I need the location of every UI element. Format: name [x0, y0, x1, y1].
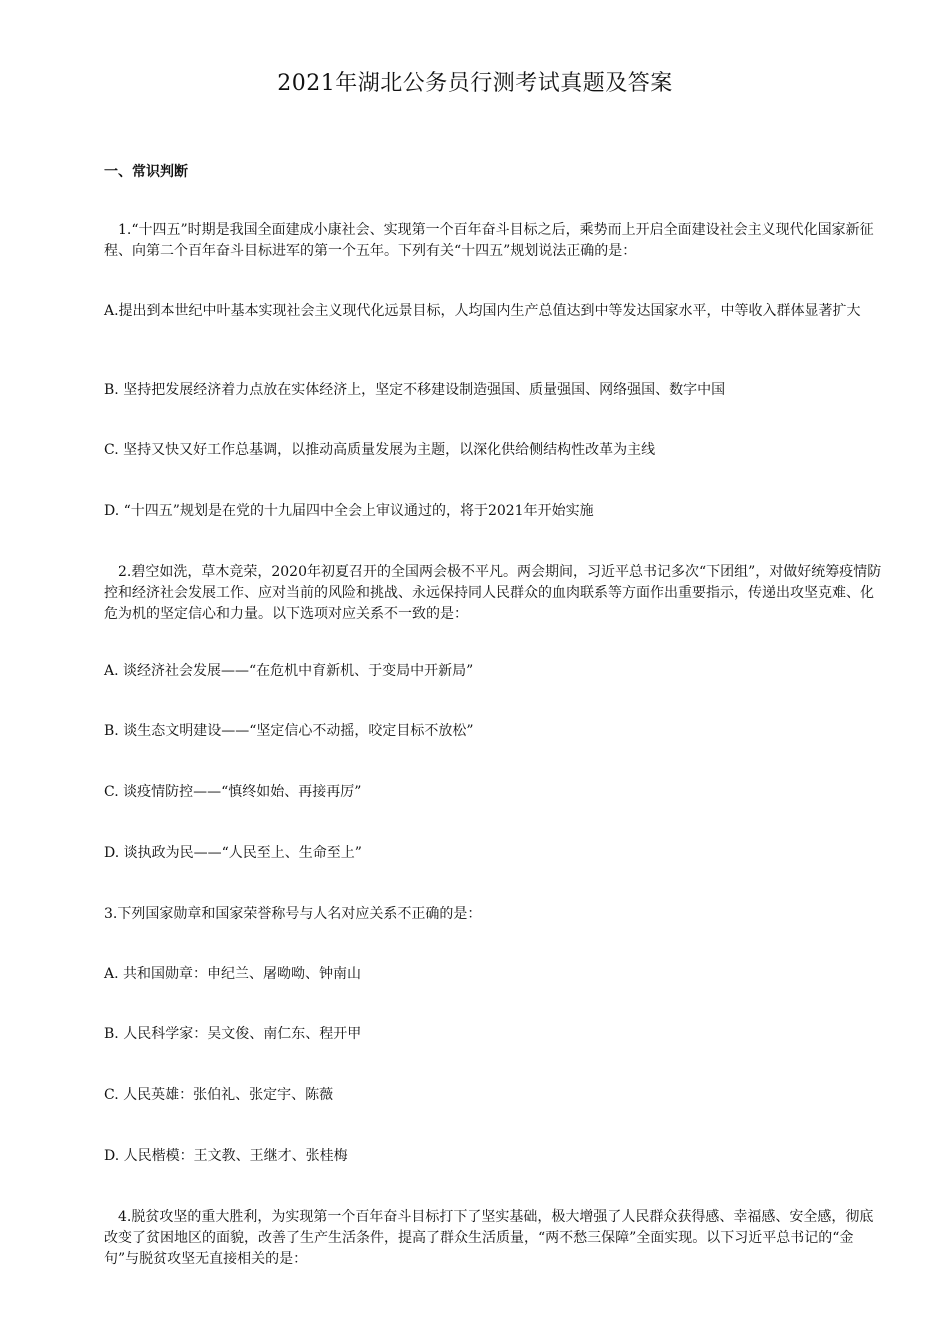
question-2-option-a: A. 谈经济社会发展——“在危机中育新机、于变局中开新局”	[104, 663, 474, 679]
question-3-option-d: D. 人民楷模：王文教、王继才、张桂梅	[104, 1148, 348, 1164]
question-3-stem: 3.下列国家勋章和国家荣誉称号与人名对应关系不正确的是：	[104, 906, 482, 922]
question-1-option-c: C. 坚持又快又好工作总基调，以推动高质量发展为主题，以深化供给侧结构性改革为主线	[104, 442, 656, 458]
question-2-stem: 2.碧空如洗，草木竞荣，2020年初夏召开的全国两会极不平凡。两会期间，习近平总书记多次“下团组”，对做好统筹疫情防控和经济社会发展工作、应对当前的风险和挑战、永远保持同人民群众的血肉联系等方面作出重要指示，传递出攻坚克难、化危为机的坚定信心和力量。以下选项对应关系不一致的是：	[104, 564, 882, 622]
question-1-option-b: B. 坚持把发展经济着力点放在实体经济上，坚定不移建设制造强国、质量强国、网络强国、数字中国	[104, 382, 726, 398]
question-1-option-a: A.提出到本世纪中叶基本实现社会主义现代化远景目标，人均国内生产总值达到中等发达国家水平，中等收入群体显著扩大	[104, 303, 861, 319]
question-2-option-c: C. 谈疫情防控——“慎终如始、再接再厉”	[104, 784, 362, 800]
question-1-option-d: D. “十四五”规划是在党的十九届四中全会上审议通过的，将于2021年开始实施	[104, 503, 594, 519]
question-3-option-a: A. 共和国勋章：申纪兰、屠呦呦、钟南山	[104, 966, 362, 982]
question-2-option-b: B. 谈生态文明建设——“坚定信心不动摇，咬定目标不放松”	[104, 723, 474, 739]
question-3-option-c: C. 人民英雄：张伯礼、张定宇、陈薇	[104, 1087, 334, 1103]
question-3-option-b: B. 人民科学家：吴文俊、南仁东、程开甲	[104, 1026, 362, 1042]
document-title: 2021年湖北公务员行测考试真题及答案	[277, 71, 673, 96]
question-2-option-d: D. 谈执政为民——“人民至上、生命至上”	[104, 845, 362, 861]
question-1-stem: 1.“十四五”时期是我国全面建成小康社会、实现第一个百年奋斗目标之后，乘势而上开启全面建设社会主义现代化国家新征程、向第二个百年奋斗目标进军的第一个五年。下列有关“十四五”规划说法正确的是：	[104, 222, 874, 259]
question-4-stem: 4.脱贫攻坚的重大胜利，为实现第一个百年奋斗目标打下了坚实基础，极大增强了人民群众获得感、幸福感、安全感，彻底改变了贫困地区的面貌，改善了生产生活条件，提高了群众生活质量，“两不愁三保障”全面实现。以下习近平总书记的“金句”与脱贫攻坚无直接相关的是：	[104, 1209, 874, 1267]
section-heading: 一、常识判断	[104, 164, 188, 180]
